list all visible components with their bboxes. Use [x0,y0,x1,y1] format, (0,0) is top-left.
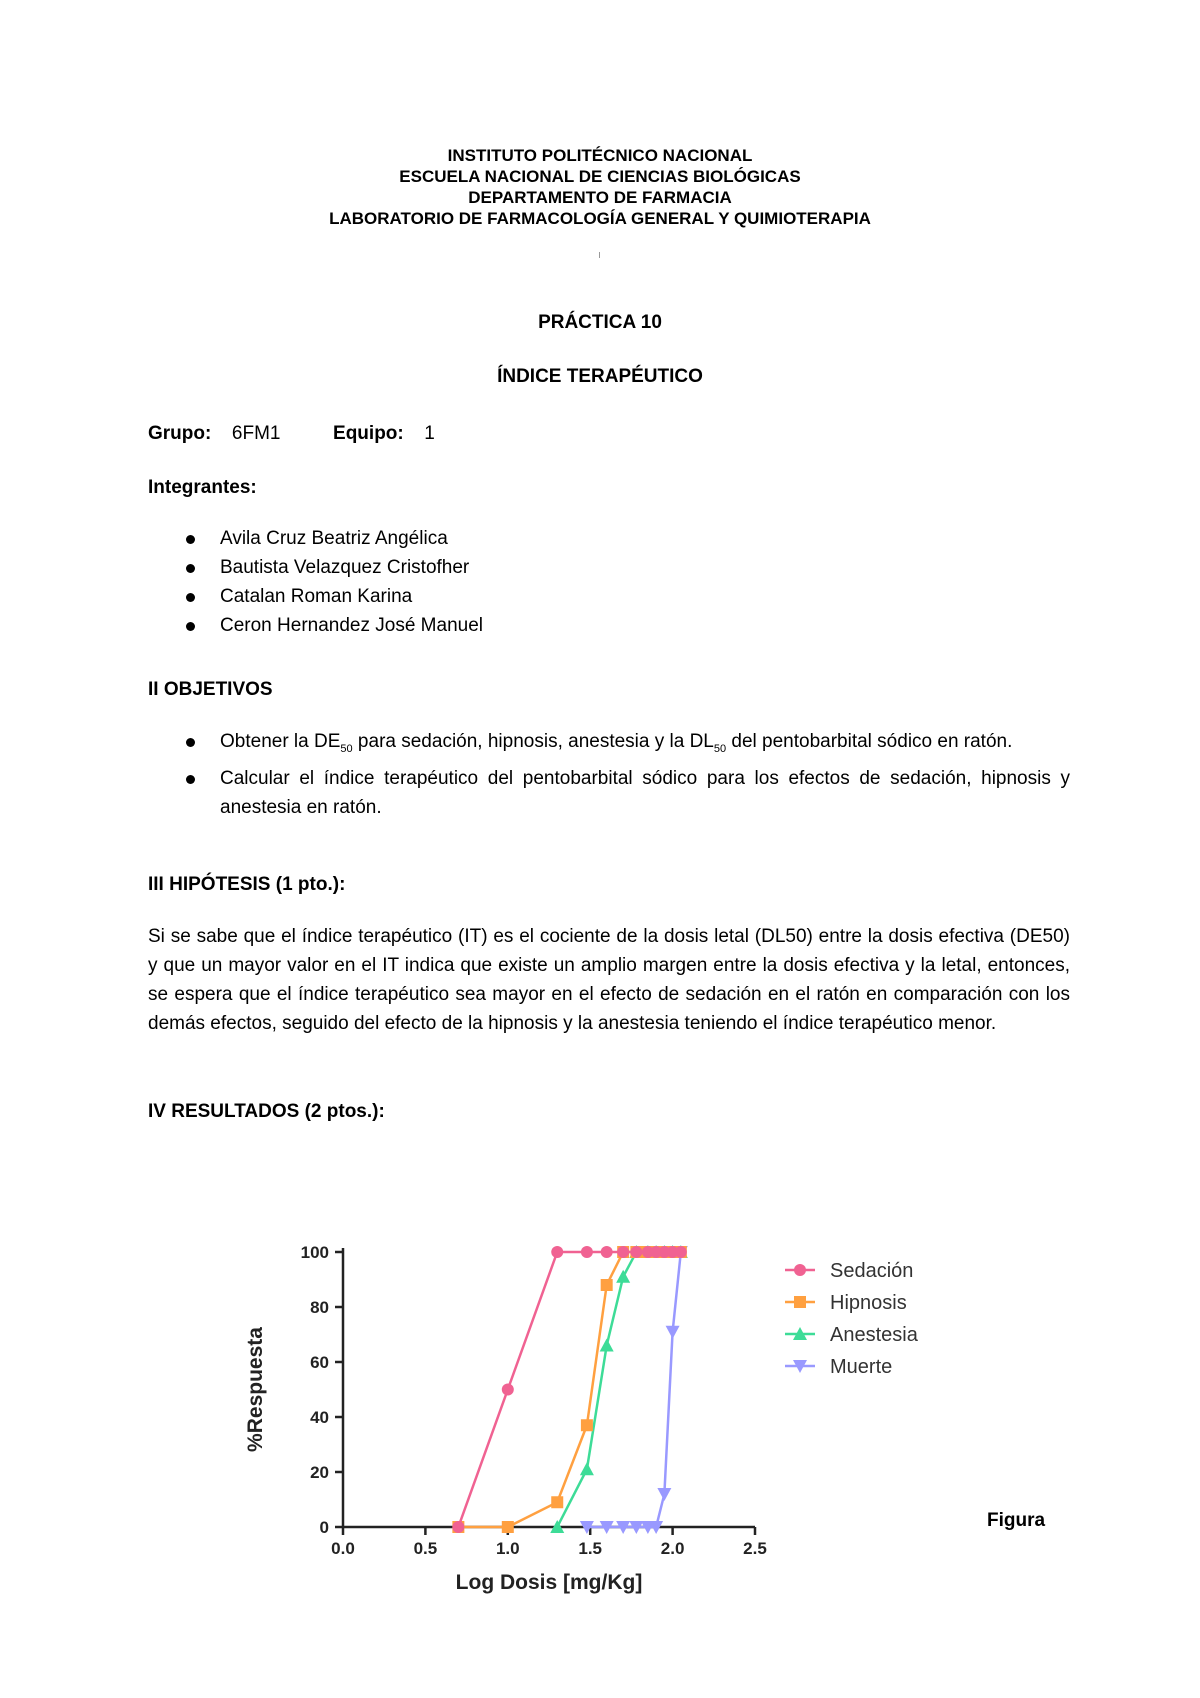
x-tick-label: 1.5 [578,1539,603,1558]
series-line [557,1252,681,1527]
y-tick-label: 100 [300,1243,329,1262]
results-heading: IV RESULTADOS (2 ptos.): [148,1101,385,1122]
header-line-4: LABORATORIO DE FARMACOLOGÍA GENERAL Y QUIMIOTERAPIA [329,209,871,228]
group-label: Grupo: [148,423,212,444]
legend-entry [785,1324,919,1346]
data-point [666,1326,680,1339]
legend-marker [794,1296,806,1308]
team-label: Equipo: [333,423,404,444]
y-tick-label: 40 [310,1408,329,1427]
objectives-heading: II OBJETIVOS [148,679,273,700]
legend-label: Anestesia [830,1324,918,1346]
hypothesis-heading: III HIPÓTESIS (1 pto.): [148,874,346,895]
data-point [600,1339,614,1352]
data-point [657,1488,671,1501]
series-hipnosis [452,1246,686,1533]
series-sedación [452,1246,686,1533]
legend-entry [785,1260,913,1282]
data-point [580,1462,594,1475]
practice-subtitle: ÍNDICE TERAPÉUTICO [497,366,703,387]
series-line [587,1252,681,1527]
y-tick-label: 20 [310,1463,329,1482]
x-tick-label: 0.5 [413,1539,438,1558]
data-point [601,1246,613,1258]
x-tick-label: 1.0 [495,1539,520,1558]
hypothesis-paragraph: Si se sabe que el índice terapéutico (IT) es el cociente de la dosis letal (DL50) entre la dosis efectiva (DE50) y que un mayor valor en el IT indica que existe un amplio margen entre la dosis efectiva y la letal, entonces, se espera que el índice terapéutico sea mayor en el efecto de sedación en el ratón en comparación con los demás efectos, seguido del efecto de la hipnosis y la anestesia teniendo el índice terapéutico menor. [148,926,1070,1034]
data-point [581,1246,593,1258]
list-item: Bautista Velazquez Cristofher [148,553,1068,582]
header-line-1: INSTITUTO POLITÉCNICO NACIONAL [447,146,753,165]
y-tick-label: 0 [319,1518,329,1537]
data-point [551,1496,563,1508]
data-point [502,1521,514,1533]
data-point [630,1246,642,1258]
legend-marker [794,1264,806,1276]
header-line-2: ESCUELA NACIONAL DE CIENCIAS BIOLÓGICAS [399,167,801,186]
data-point [601,1279,613,1291]
legend-label: Muerte [830,1356,893,1378]
legend-entry [785,1356,892,1378]
series-line [458,1252,680,1527]
members-label: Integrantes: [148,477,257,498]
y-tick-label: 80 [310,1298,329,1317]
team-value: 1 [424,423,435,444]
data-point [551,1246,563,1258]
list-item: Ceron Hernandez José Manuel [148,611,1068,640]
group-value: 6FM1 [231,423,281,444]
data-point [617,1246,629,1258]
series-muerte [580,1246,688,1534]
list-item: Catalan Roman Karina [148,582,1068,611]
data-point [675,1246,687,1258]
series-line [458,1252,680,1527]
figure-label: Figura [987,1510,1046,1531]
data-point [452,1521,464,1533]
y-tick-label: 60 [310,1353,329,1372]
y-axis-title: %Respuesta [244,1327,267,1452]
legend-label: Hipnosis [830,1292,907,1314]
data-point [616,1270,630,1283]
x-tick-label: 2.5 [743,1539,767,1558]
practice-title: PRÁCTICA 10 [538,312,662,333]
list-item: Obtener la $DE_{50}$ para sedación, hipnosis, anestesia y la $DL_{50}$ del pentobarbital sódico en ratón. [148,727,1070,764]
header-line-3: DEPARTAMENTO DE FARMACIA [468,188,732,207]
list-item: Avila Cruz Beatriz Angélica [148,524,1068,553]
legend-entry [785,1292,907,1314]
data-point [502,1384,514,1396]
x-tick-label: 2.0 [660,1539,685,1558]
data-point [581,1419,593,1431]
legend-label: Sedación [830,1260,914,1282]
x-axis-title: Log Dosis [mg/Kg] [455,1571,643,1594]
list-item: Calcular el índice terapéutico del pentobarbital sódico para los efectos de sedación, hipnosis y anestesia en ratón. [148,764,1070,822]
x-tick-label: 0.0 [331,1539,355,1558]
